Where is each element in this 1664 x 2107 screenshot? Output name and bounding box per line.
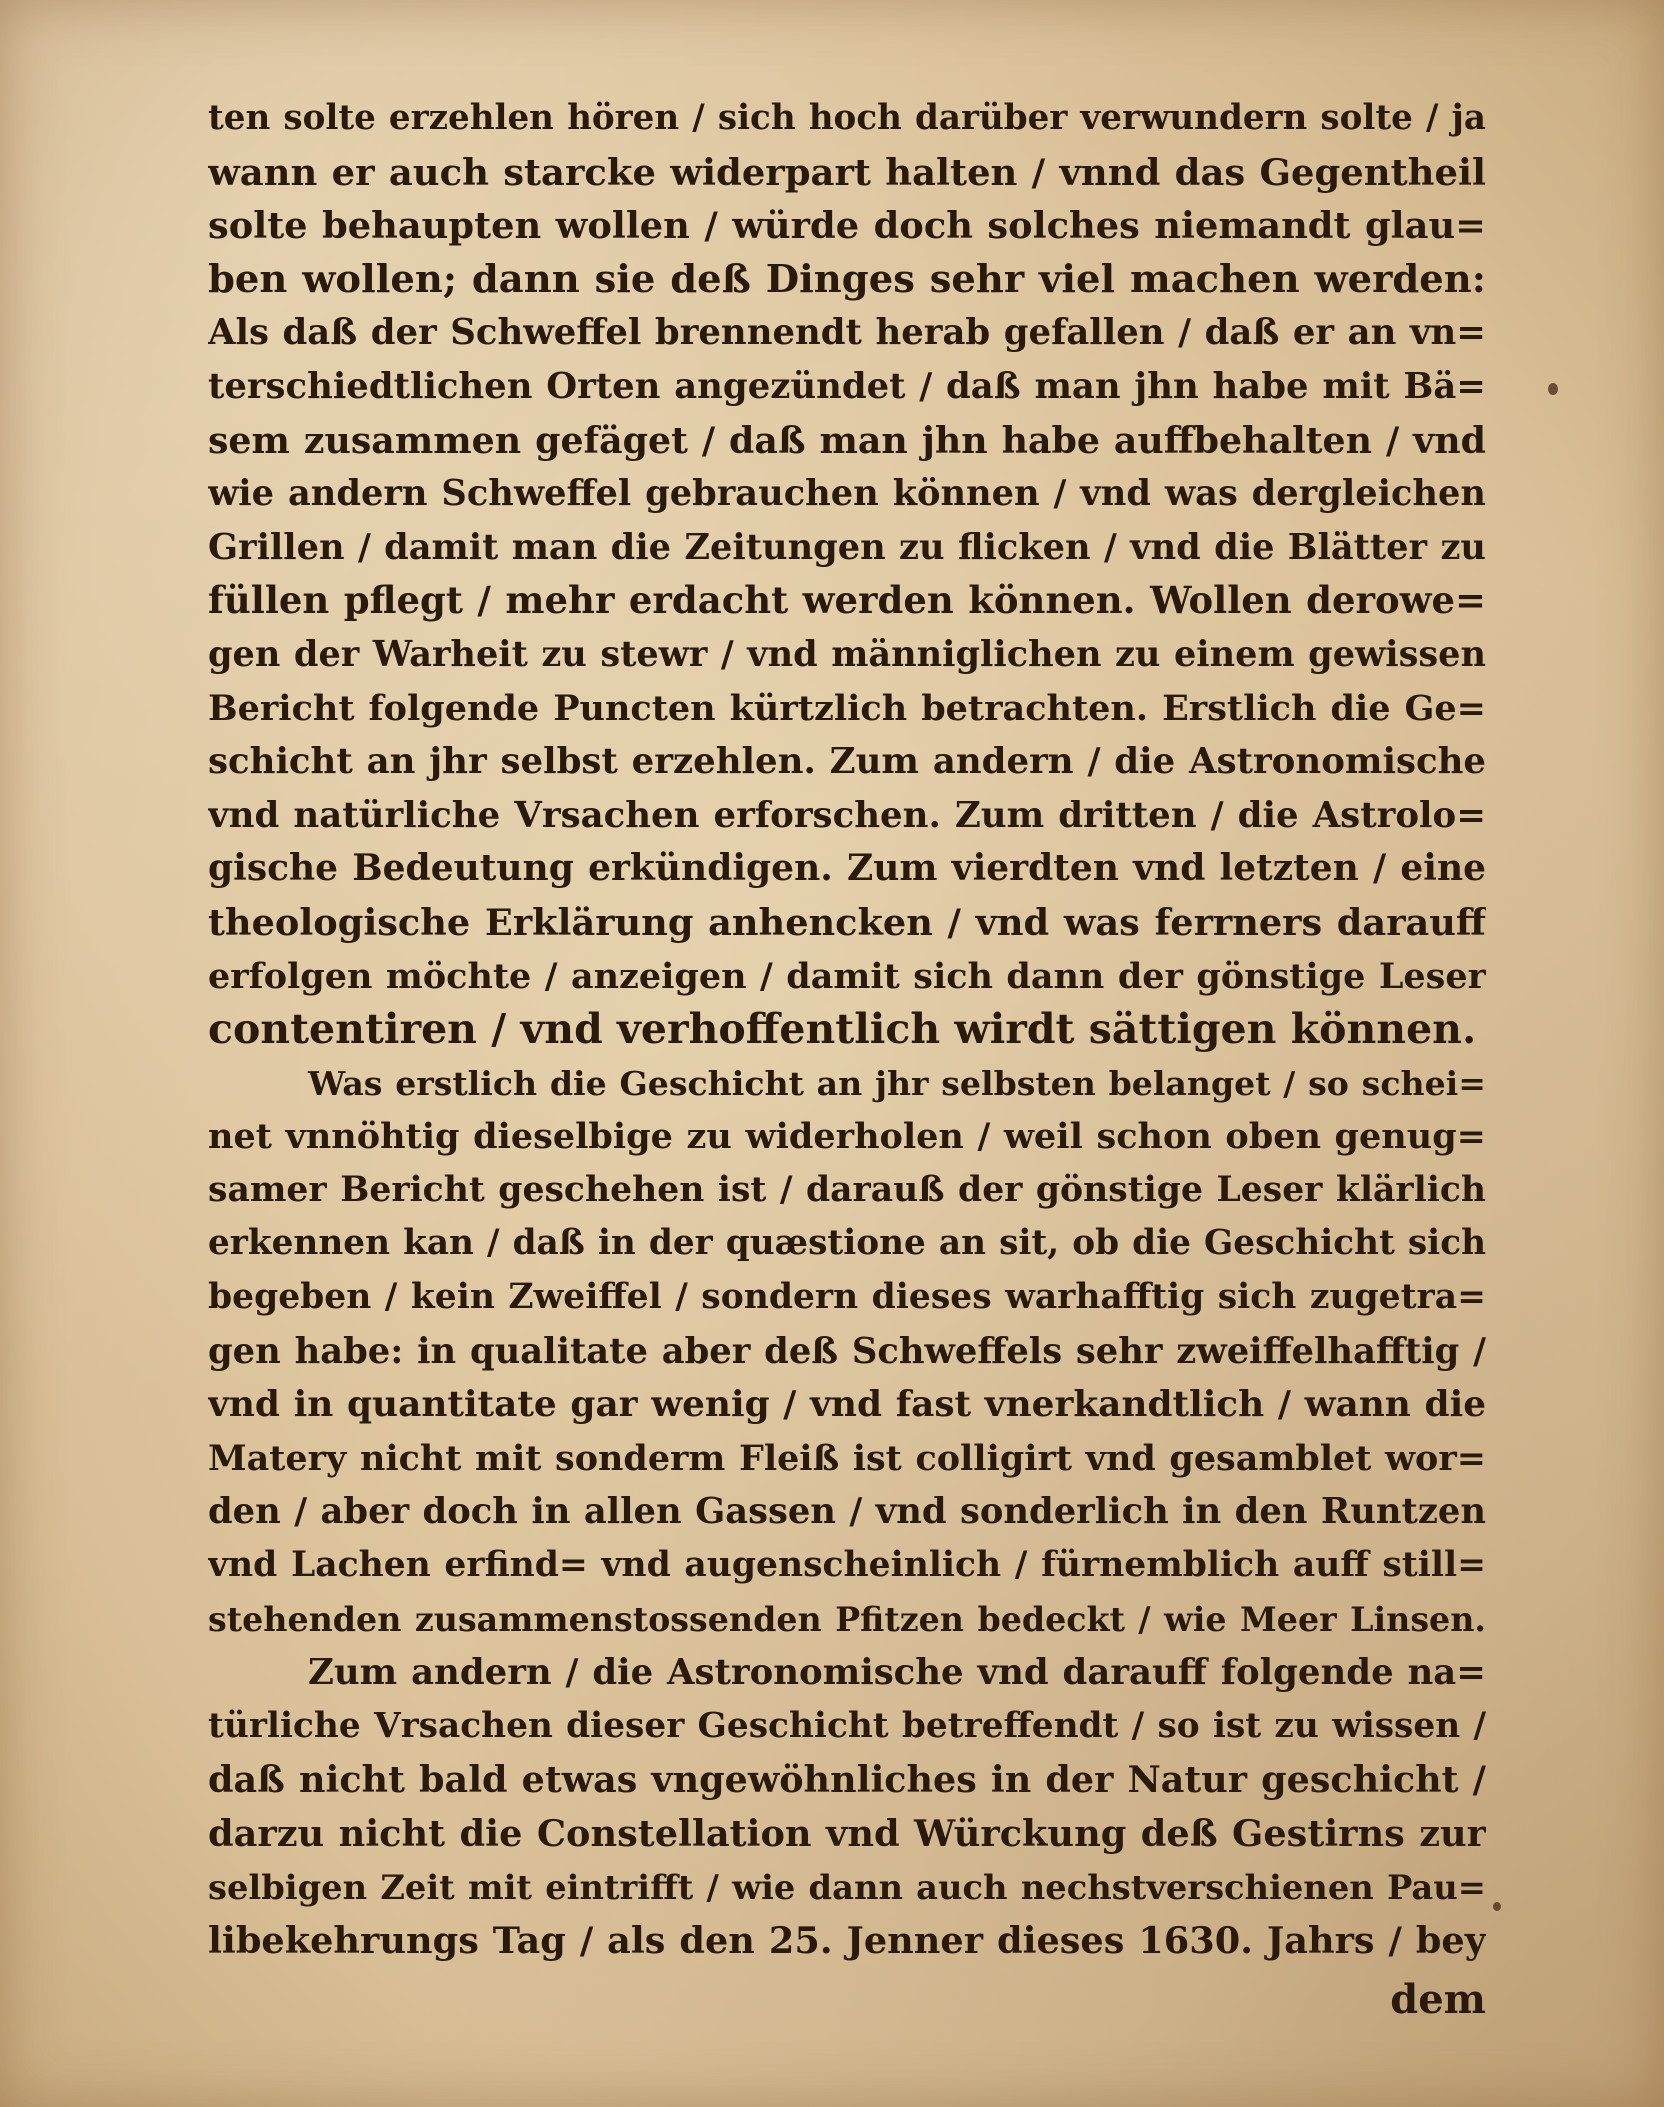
text-line: wann er auch starcke widerpart halten / vnnd das Gegentheil	[208, 149, 1486, 194]
ink-spot	[1493, 1902, 1501, 1911]
text-line: theologische Erklärung anhencken / vnd was ferrners darauff	[208, 900, 1486, 944]
text-line: erkennen kan / daß in der quæstione an sit, ob die Geschicht sich	[208, 1223, 1486, 1264]
text-line: vnd Lachen erfind= vnd augenscheinlich / fürnemblich auff still=	[208, 1545, 1486, 1586]
paragraph-end-line: contentiren / vnd verhoffentlich wirdt sättigen können.	[208, 1005, 1477, 1054]
text-line: gen habe: in qualitate aber deß Schweffels sehr zweiffelhafftig /	[208, 1330, 1486, 1372]
text-line: den / aber doch in allen Gassen / vnd sonderlich in den Runtzen	[208, 1491, 1486, 1533]
text-line: ten solte erzehlen hören / sich hoch darüber verwundern solte / ja	[208, 98, 1486, 138]
text-line: füllen pflegt / mehr erdacht werden können. Wollen derowe=	[208, 578, 1486, 623]
text-line: türliche Vrsachen dieser Geschicht betreffendt / so ist zu wissen /	[208, 1705, 1486, 1746]
body-text	[208, 92, 1486, 1968]
text-line: schicht an jhr selbst erzehlen. Zum andern / die Astronomische	[208, 741, 1486, 783]
text-line: ben wollen; dann sie deß Dinges sehr viel machen werden:	[208, 256, 1486, 302]
text-line: sem zusammen gefäget / daß man jhn habe auffbehalten / vnd	[208, 418, 1486, 462]
text-line: gen der Warheit zu stewr / vnd männiglichen zu einem gewissen	[208, 633, 1486, 675]
text-line: Bericht folgende Puncten kürtzlich betrachten. Erstlich die Ge=	[208, 687, 1486, 729]
paragraph-end-line: stehenden zusammenstossenden Pfitzen bedeckt / wie Meer Linsen.	[208, 1599, 1486, 1639]
text-line: daß nicht bald etwas vngewöhnliches in der Natur geschicht /	[208, 1758, 1486, 1802]
ink-spot	[1548, 383, 1558, 395]
catchword: dem	[1390, 1976, 1486, 2023]
text-line: gische Bedeutung erkündigen. Zum vierdten vnd letzten / eine	[208, 847, 1486, 890]
paragraph-start-line: Zum andern / die Astronomische vnd darauff folgende na=	[308, 1652, 1486, 1694]
text-line: Matery nicht mit sonderm Fleiß ist colligirt vnd gesamblet wor=	[208, 1437, 1486, 1479]
text-line: darzu nicht die Constellation vnd Würckung deß Gestirns zur	[208, 1812, 1486, 1855]
text-line: solte behaupten wollen / würde doch solches niemandt glau=	[208, 203, 1486, 248]
text-line: Als daß der Schweffel brennendt herab gefallen / daß er an vn=	[208, 312, 1486, 354]
text-line: samer Bericht geschehen ist / darauß der gönstige Leser klärlich	[208, 1169, 1486, 1210]
text-line: wie andern Schweffel gebrauchen können / vnd was dergleichen	[208, 473, 1486, 515]
text-line: vnd natürliche Vrsachen erforschen. Zum dritten / die Astrolo=	[208, 794, 1486, 836]
text-line: net vnnöhtig dieselbige zu widerholen / weil schon oben genug=	[208, 1116, 1486, 1158]
text-line: Grillen / damit man die Zeitungen zu flicken / vnd die Blätter zu	[208, 526, 1486, 568]
text-line: terschiedtlichen Orten angezündet / daß man jhn habe mit Bä=	[208, 365, 1486, 407]
text-line: begeben / kein Zweiffel / sondern dieses warhafftig sich zugetra=	[208, 1277, 1486, 1318]
text-line: vnd in quantitate gar wenig / vnd fast vnerkandtlich / wann die	[208, 1383, 1486, 1426]
text-line: libekehrungs Tag / als den 25. Jenner dieses 1630. Jahrs / bey	[208, 1919, 1486, 1963]
text-line: selbigen Zeit mit eintrifft / wie dann auch nechstverschienen Pau=	[208, 1866, 1486, 1907]
text-line: erfolgen möchte / anzeigen / damit sich dann der gönstige Leser	[208, 955, 1486, 997]
paragraph-start-line: Was erstlich die Geschicht an jhr selbsten belanget / so schei=	[308, 1063, 1486, 1103]
